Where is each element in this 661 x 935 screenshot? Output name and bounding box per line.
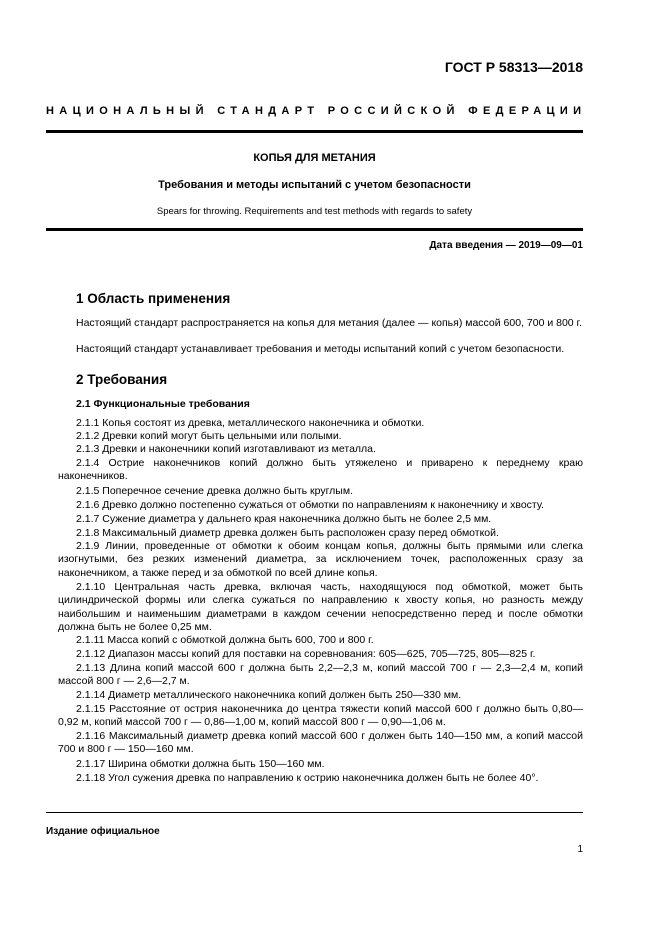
requirement-text: 2.1.11 Масса копий с обмоткой должна быть 600, 700 и 800 г. bbox=[76, 634, 374, 646]
top-divider bbox=[46, 130, 583, 133]
requirement-text: 2.1.16 Максимальный диаметр древка копий массой 600 г должен быть 140—150 мм, а копий массой 700 и 800 г — 150—160 мм. bbox=[58, 730, 583, 756]
requirement-item bbox=[58, 540, 583, 580]
page-number: 1 bbox=[577, 844, 583, 855]
section-1-paragraph bbox=[58, 343, 583, 356]
english-title: Spears for throwing. Requirements and test methods with regards to safety bbox=[156, 206, 473, 217]
requirement-item bbox=[58, 443, 583, 456]
section-2-title: 2 Требования bbox=[76, 372, 168, 387]
section-1-title: 1 Область применения bbox=[76, 291, 231, 306]
requirement-text: 2.1.6 Древко должно постепенно сужаться от обмотки по направлениям к наконечнику и хвосту. bbox=[76, 499, 544, 511]
section-1-paragraph-text: Настоящий стандарт устанавливает требования и методы испытаний копий с учетом безопасности. bbox=[76, 343, 565, 355]
requirement-text: 2.1.7 Сужение диаметра у дальнего края наконечника должно быть не более 2,5 мм. bbox=[76, 513, 492, 525]
requirement-text: 2.1.18 Угол сужения древка по направлению к острию наконечника должен быть не более 40°. bbox=[76, 772, 539, 784]
requirement-item bbox=[58, 527, 583, 540]
requirement-item bbox=[58, 430, 583, 443]
requirement-text: 2.1.14 Диаметр металлического наконечника копий должен быть 250—330 мм. bbox=[76, 689, 462, 701]
requirement-item bbox=[58, 513, 583, 526]
requirement-item bbox=[58, 772, 583, 785]
official-edition-label: Издание официальное bbox=[46, 826, 160, 837]
subsection-2-1-title: 2.1 Функциональные требования bbox=[76, 398, 250, 410]
requirement-item bbox=[58, 581, 583, 634]
section-1-paragraph-text: Настоящий стандарт распространяется на копья для метания (далее — копья) массой 600, 700 и 800 г. bbox=[76, 317, 583, 329]
document-title: КОПЬЯ ДЛЯ МЕТАНИЯ bbox=[253, 152, 376, 164]
requirement-text: 2.1.12 Диапазон массы копий для поставки на соревнования: 605—625, 705—725, 805—825 г. bbox=[76, 648, 536, 660]
requirement-text: 2.1.1 Копья состоят из древка, металлического наконечника и обмотки. bbox=[76, 417, 425, 429]
requirement-text: 2.1.13 Длина копий массой 600 г должна быть 2,2—2,3 м, копий массой 700 г — 2,3—2,4 м, копий массой 800 г — 2,6—2,7 м. bbox=[58, 662, 583, 688]
requirement-text: 2.1.3 Древки и наконечники копий изготавливают из металла. bbox=[76, 443, 376, 455]
requirement-item bbox=[58, 648, 583, 661]
requirement-item bbox=[58, 634, 583, 647]
requirement-text: 2.1.10 Центральная часть древка, включая часть, находящуюся под обмоткой, может быть цилиндрической формы или слегка сужаться по направлению к хвосту копья, но разность между наибольшим и наименьшим диаметрами в каждом сечении непосредственно перед и после обмотки должна быть не более 0,25 мм. bbox=[58, 581, 583, 634]
footer-divider bbox=[46, 812, 583, 813]
document-code: ГОСТ Р 58313—2018 bbox=[444, 59, 583, 75]
requirement-text: 2.1.8 Максимальный диаметр древка должен быть расположен сразу перед обмоткой. bbox=[76, 527, 499, 539]
requirement-item bbox=[58, 457, 583, 484]
document-subtitle: Требования и методы испытаний с учетом безопасности bbox=[158, 179, 471, 191]
requirement-item bbox=[58, 662, 583, 689]
requirement-text: 2.1.15 Расстояние от острия наконечника до центра тяжести копий массой 600 г должно быть 0,80—0,92 м, копий массой 700 г — 0,86—1,00 м, копий массой 800 г — 0,90—1,06 м. bbox=[58, 703, 583, 729]
title-divider bbox=[46, 228, 583, 231]
requirement-text: 2.1.9 Линии, проведенные от обмотки к обоим концам копья, должны быть прямыми или слегка изогнутыми, без резких изменений диаметра, за исключением точек, расположенных сразу за наконечником, а также перед и за обмоткой по всей длине копья. bbox=[58, 540, 583, 579]
requirement-item bbox=[58, 703, 583, 730]
section-1-paragraph bbox=[58, 317, 583, 330]
requirement-text: 2.1.4 Острие наконечников копий должно быть утяжелено и приварено к переднему краю наконечников. bbox=[58, 457, 583, 483]
requirement-text: 2.1.17 Ширина обмотки должна быть 150—160 мм. bbox=[76, 758, 325, 770]
requirement-item bbox=[58, 758, 583, 771]
introduction-date: Дата введения — 2019—09—01 bbox=[429, 240, 583, 251]
requirement-item bbox=[58, 730, 583, 757]
requirement-item bbox=[58, 417, 583, 430]
requirement-item bbox=[58, 485, 583, 498]
requirement-item bbox=[58, 689, 583, 702]
requirement-item bbox=[58, 499, 583, 512]
national-standard-heading: НАЦИОНАЛЬНЫЙ СТАНДАРТ РОССИЙСКОЙ ФЕДЕРАЦИИ bbox=[46, 105, 587, 117]
requirement-text: 2.1.2 Древки копий могут быть цельными или полыми. bbox=[76, 430, 342, 442]
requirement-text: 2.1.5 Поперечное сечение древка должно быть круглым. bbox=[76, 485, 353, 497]
